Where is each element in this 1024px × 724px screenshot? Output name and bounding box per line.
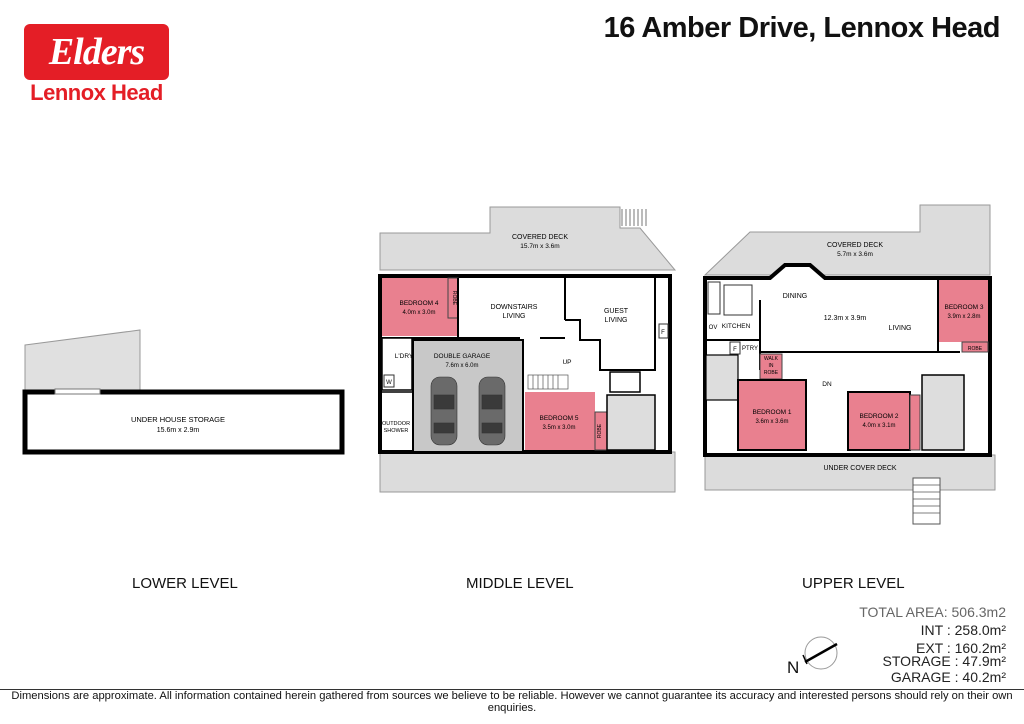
svg-text:BEDROOM 2: BEDROOM 2 (859, 413, 899, 420)
svg-text:OUTDOOR: OUTDOOR (381, 421, 411, 427)
upper-covered-deck (705, 205, 990, 275)
storage-name: UNDER HOUSE STORAGE (130, 415, 226, 424)
garage-area: GARAGE : 40.2m² (890, 669, 1006, 685)
svg-text:SHOWER: SHOWER (383, 428, 409, 434)
svg-text:UP: UP (562, 359, 572, 366)
svg-text:5.7m x 3.6m: 5.7m x 3.6m (837, 251, 873, 258)
svg-text:WALK: WALK (764, 356, 778, 362)
svg-text:BEDROOM 5: BEDROOM 5 (539, 415, 579, 422)
middle-deck-size: 15.7m x 3.6m (520, 243, 560, 250)
lower-level-plan (25, 330, 342, 452)
disclaimer: Dimensions are approximate. All information contained herein gathered from sources we believe to be reliable. However we cannot guarantee its accuracy and interested persons should rely on their own enquiries. (0, 689, 1024, 714)
north-label: N (787, 658, 800, 677)
svg-text:IN: IN (768, 363, 774, 369)
svg-text:3.5m x 3.0m: 3.5m x 3.0m (542, 425, 576, 431)
bedroom-4 (382, 278, 457, 336)
upper-level-label: UPPER LEVEL (802, 575, 905, 592)
svg-text:COVERED DECK: COVERED DECK (826, 242, 884, 249)
svg-text:ROBE: ROBE (597, 423, 603, 439)
svg-text:3.9m x 2.8m: 3.9m x 2.8m (947, 314, 981, 320)
total-area: TOTAL AREA: 506.3m2 (859, 604, 1006, 620)
int-area: INT : 258.0m² (920, 622, 1006, 638)
svg-text:LIVING: LIVING (502, 313, 526, 320)
bedroom-3 (938, 280, 988, 342)
svg-text:ROBE: ROBE (967, 346, 983, 352)
logo-word: Elders (48, 31, 145, 73)
storage-size: 15.6m x 2.9m (156, 427, 200, 434)
svg-text:W: W (386, 380, 392, 386)
ext-area: EXT : 160.2m² (915, 640, 1006, 656)
car-icon (431, 377, 457, 445)
svg-text:LIVING: LIVING (888, 325, 912, 332)
svg-text:12.3m x 3.9m: 12.3m x 3.9m (823, 315, 867, 322)
bed4-name: BEDROOM 4 (399, 300, 439, 307)
compass-icon (803, 637, 837, 669)
storage-area: STORAGE : 47.9m² (882, 653, 1006, 669)
svg-text:4.0m x 3.1m: 4.0m x 3.1m (862, 423, 896, 429)
lower-level-label: LOWER LEVEL (132, 575, 238, 592)
svg-text:DOWNSTAIRS: DOWNSTAIRS (490, 304, 538, 311)
car-icon (479, 377, 505, 445)
svg-text:DINING: DINING (782, 293, 808, 300)
upper-level-plan (705, 205, 995, 524)
svg-text:DN: DN (822, 381, 832, 388)
svg-text:DOUBLE GARAGE: DOUBLE GARAGE (433, 353, 491, 360)
svg-text:ROBE: ROBE (451, 290, 457, 306)
lower-deck (25, 330, 140, 392)
logo-subtitle: Lennox Head (30, 80, 163, 105)
svg-text:3.6m x 3.6m: 3.6m x 3.6m (755, 419, 789, 425)
property-title: 16 Amber Drive, Lennox Head (603, 12, 1000, 44)
svg-text:UNDER COVER DECK: UNDER COVER DECK (823, 465, 897, 472)
bed4-size: 4.0m x 3.0m (402, 310, 436, 316)
svg-text:F: F (733, 347, 737, 353)
middle-deck-name: COVERED DECK (511, 234, 569, 241)
middle-level-plan (380, 207, 675, 492)
svg-text:BEDROOM 3: BEDROOM 3 (944, 304, 984, 311)
svg-text:BEDROOM 1: BEDROOM 1 (752, 409, 792, 416)
svg-text:7.6m x 6.0m: 7.6m x 6.0m (445, 363, 479, 369)
svg-text:L'DRY: L'DRY (394, 353, 414, 360)
svg-text:GUEST: GUEST (603, 308, 629, 315)
svg-text:LIVING: LIVING (604, 317, 628, 324)
middle-level-label: MIDDLE LEVEL (466, 575, 574, 592)
svg-text:F: F (661, 330, 665, 336)
bedroom-2 (848, 392, 910, 450)
svg-text:ROBE: ROBE (763, 370, 779, 376)
svg-text:PTRY: PTRY (742, 346, 758, 352)
svg-text:OV: OV (708, 325, 718, 331)
svg-text:KITCHEN: KITCHEN (721, 323, 751, 330)
